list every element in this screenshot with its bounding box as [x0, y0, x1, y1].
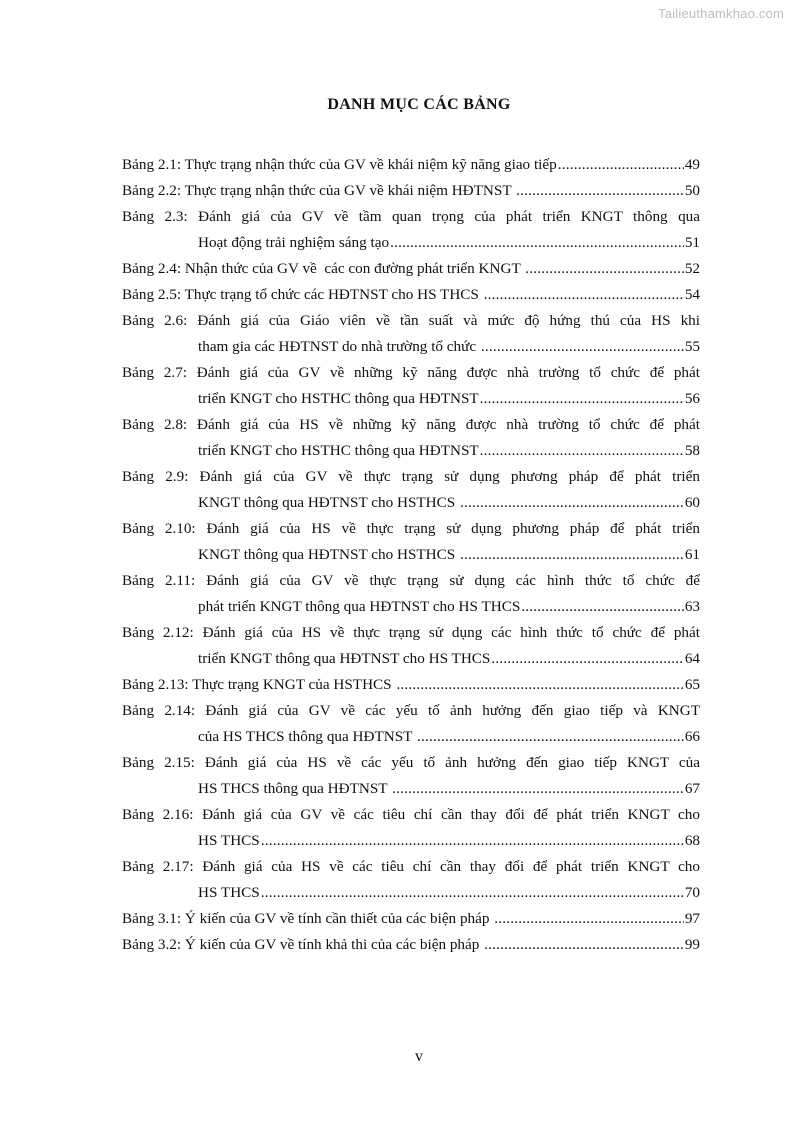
dot-leader [396, 672, 683, 698]
toc-entry-title: Bảng 2.12: Đánh giá của HS về thực trạng sử dụng các hình thức tổ chức để phát [122, 624, 700, 641]
toc-entry[interactable] [122, 178, 700, 204]
dot-leader [558, 152, 684, 178]
toc-entry-page: 60 [684, 494, 700, 511]
toc-entry[interactable] [122, 464, 700, 516]
toc-entry-page: 70 [684, 884, 700, 901]
page-number: v [415, 1048, 423, 1065]
toc-entry-title: Bảng 3.1: Ý kiến của GV về tính cần thiết của các biện pháp [122, 910, 494, 927]
page-title: DANH MỤC CÁC BẢNG [327, 96, 511, 113]
toc-entry-title: Bảng 2.17: Đánh giá của HS về các tiêu chí cần thay đổi để phát triển KNGT cho [122, 858, 700, 875]
toc-entry-title: Bảng 2.14: Đánh giá của GV về các yếu tố ảnh hưởng đến giao tiếp và KNGT [122, 702, 700, 719]
toc-entry-title-continued: phát triển KNGT thông qua HĐTNST cho HS THCS [198, 598, 521, 615]
watermark: Tailieuthamkhao.com [658, 6, 784, 21]
dot-leader [481, 334, 684, 360]
toc-entry[interactable] [122, 308, 700, 360]
toc-entry-page: 97 [684, 910, 700, 927]
toc-entry-page: 67 [684, 780, 700, 797]
toc-entry-page: 68 [684, 832, 700, 849]
toc-entry-title-continued: của HS THCS thông qua HĐTNST [198, 728, 416, 745]
dot-leader [525, 256, 684, 282]
toc-entry-title: Bảng 2.9: Đánh giá của GV về thực trạng sử dụng phương pháp để phát triển [122, 468, 700, 485]
dot-leader [491, 646, 683, 672]
dot-leader [261, 880, 684, 906]
toc-entry[interactable] [122, 932, 700, 958]
toc-entry[interactable] [122, 698, 700, 750]
toc-entry-title-continued: triển KNGT thông qua HĐTNST cho HS THCS [198, 650, 491, 667]
dot-leader [521, 594, 684, 620]
toc-entry[interactable] [122, 256, 700, 282]
toc-entry-title: Bảng 2.5: Thực trạng tổ chức các HĐTNST cho HS THCS [122, 286, 483, 303]
toc-entry-page: 51 [684, 234, 700, 251]
toc-entry-title-continued: HS THCS thông qua HĐTNST [198, 780, 392, 797]
toc-entry[interactable] [122, 152, 700, 178]
toc-entry-page: 50 [684, 182, 700, 199]
dot-leader [417, 724, 684, 750]
dot-leader [480, 438, 684, 464]
toc-entry-title: Bảng 2.13: Thực trạng KNGT của HSTHCS [122, 676, 396, 693]
toc-entry[interactable] [122, 282, 700, 308]
dot-leader [484, 282, 684, 308]
toc-entry[interactable] [122, 204, 700, 256]
toc-entry-page: 52 [684, 260, 700, 277]
toc-entry-page: 64 [684, 650, 700, 667]
toc-entry[interactable] [122, 672, 700, 698]
toc-entry-page: 55 [684, 338, 700, 355]
toc-entry-title: Bảng 3.2: Ý kiến của GV về tính khả thi của các biện pháp [122, 936, 484, 953]
toc-entry-title-continued: tham gia các HĐTNST do nhà trường tổ chức [198, 338, 480, 355]
toc-entry-page: 58 [684, 442, 700, 459]
toc-entry-title-continued: KNGT thông qua HĐTNST cho HSTHCS [198, 546, 460, 563]
toc-entry-title-continued: triển KNGT cho HSTHC thông qua HĐTNST [198, 442, 479, 459]
toc-entry-title-continued: KNGT thông qua HĐTNST cho HSTHCS [198, 494, 460, 511]
toc-entry-title: Bảng 2.10: Đánh giá của HS về thực trạng sử dụng phương pháp để phát triển [122, 520, 700, 537]
toc-entry-title-continued: HS THCS [198, 884, 260, 901]
toc-entry-page: 54 [684, 286, 700, 303]
toc-entry-title: Bảng 2.6: Đánh giá của Giáo viên về tần suất và mức độ hứng thú của HS khi [122, 312, 700, 329]
dot-leader [390, 230, 684, 256]
toc-entry-title-continued: triển KNGT cho HSTHC thông qua HĐTNST [198, 390, 479, 407]
toc-entry-page: 63 [684, 598, 700, 615]
toc-entry[interactable] [122, 516, 700, 568]
dot-leader [261, 828, 684, 854]
toc-entry[interactable] [122, 750, 700, 802]
toc-entry-title: Bảng 2.4: Nhận thức của GV về các con đường phát triển KNGT [122, 260, 525, 277]
toc-entry-title-continued: Hoạt động trải nghiệm sáng tạo [198, 234, 390, 251]
toc-entry-title: Bảng 2.7: Đánh giá của GV về những kỹ năng được nhà trường tổ chức để phát [122, 364, 700, 381]
toc-entry-page: 61 [684, 546, 700, 563]
toc-entry-title: Bảng 2.8: Đánh giá của HS về những kỹ năng được nhà trường tổ chức để phát [122, 416, 700, 433]
toc-entry[interactable] [122, 620, 700, 672]
toc-entry[interactable] [122, 906, 700, 932]
dot-leader [484, 932, 684, 958]
dot-leader [460, 542, 684, 568]
dot-leader [494, 906, 684, 932]
dot-leader [516, 178, 684, 204]
toc-entry[interactable] [122, 360, 700, 412]
toc-entry[interactable] [122, 854, 700, 906]
dot-leader [392, 776, 684, 802]
toc-entry-title: Bảng 2.3: Đánh giá của GV về tầm quan trọng của phát triển KNGT thông qua [122, 208, 700, 225]
toc-entry[interactable] [122, 568, 700, 620]
toc-entry-page: 66 [684, 728, 700, 745]
toc-entry-title-continued: HS THCS [198, 832, 260, 849]
toc-entry[interactable] [122, 802, 700, 854]
dot-leader [480, 386, 684, 412]
toc-entry[interactable] [122, 412, 700, 464]
table-of-tables [122, 152, 700, 958]
toc-entry-title: Bảng 2.2: Thực trạng nhận thức của GV về khái niệm HĐTNST [122, 182, 516, 199]
toc-entry-title: Bảng 2.15: Đánh giá của HS về các yếu tố ảnh hưởng đến giao tiếp KNGT của [122, 754, 700, 771]
toc-entry-page: 65 [684, 676, 700, 693]
toc-entry-page: 49 [684, 156, 700, 173]
toc-entry-title: Bảng 2.1: Thực trạng nhận thức của GV về khái niệm kỹ năng giao tiếp [122, 156, 557, 173]
dot-leader [460, 490, 684, 516]
toc-entry-page: 99 [684, 936, 700, 953]
toc-entry-page: 56 [684, 390, 700, 407]
toc-entry-title: Bảng 2.11: Đánh giá của GV về thực trạng sử dụng các hình thức tổ chức để [122, 572, 700, 589]
toc-entry-title: Bảng 2.16: Đánh giá của GV về các tiêu chí cần thay đổi để phát triển KNGT cho [122, 806, 700, 823]
